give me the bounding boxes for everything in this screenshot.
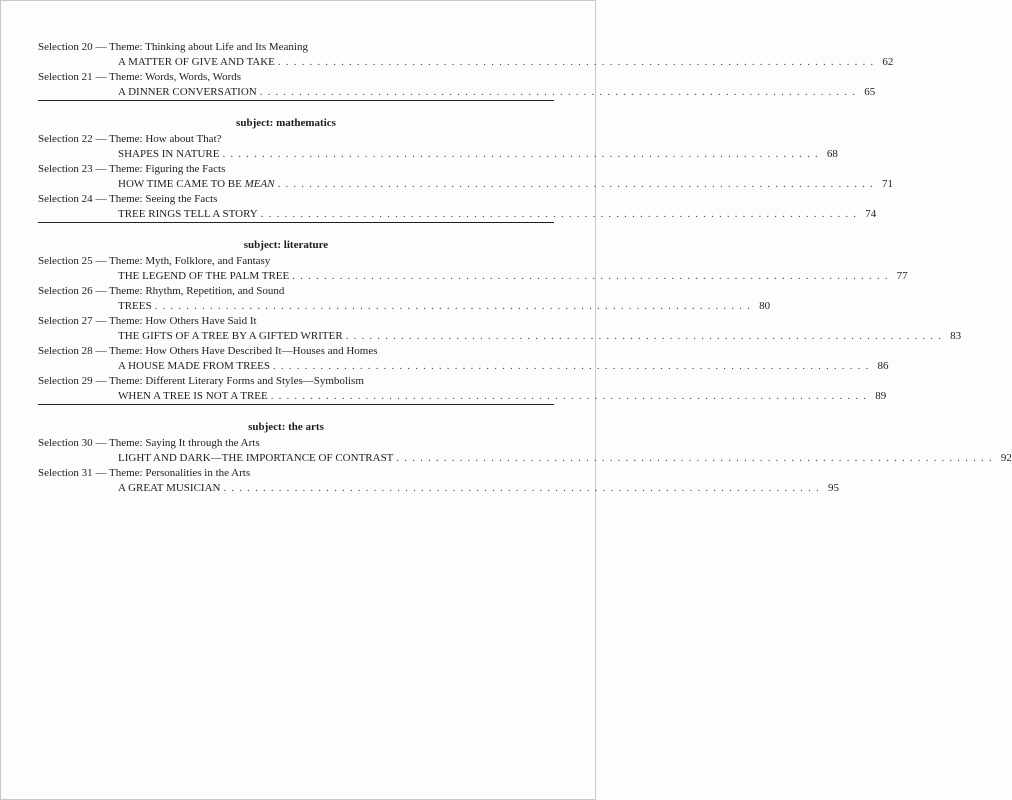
selection-title: TREES	[118, 300, 152, 312]
toc-entry	[38, 284, 771, 314]
page-number: 65	[864, 86, 876, 98]
theme-text: — Theme: Myth, Folklore, and Fantasy	[92, 255, 271, 267]
toc-entry	[38, 40, 894, 70]
dot-leader: . . . . . . . . . . . . . . . . . . . . . . . . . . . . . . . . . . . . . . . . . . . . . . . . . . . . . . . . . . . . . . . . . . . . . . . . . . . .	[260, 208, 858, 220]
theme-text: — Theme: How Others Have Described It—Houses and Homes	[92, 345, 378, 357]
title-line	[118, 207, 877, 222]
section-divider	[38, 222, 554, 223]
title-line	[118, 55, 894, 70]
selection-theme-line	[38, 284, 554, 299]
title-line	[118, 451, 1012, 466]
title-italic-word: MEAN	[244, 178, 275, 190]
selection-theme-line	[38, 132, 554, 147]
title-line	[118, 389, 887, 404]
title-line	[118, 85, 876, 100]
page-number: 74	[865, 208, 877, 220]
selection-title: WHEN A TREE IS NOT A TREE	[118, 390, 268, 402]
dot-leader: . . . . . . . . . . . . . . . . . . . . . . . . . . . . . . . . . . . . . . . . . . . . . . . . . . . . . . . . . . . . . . . . . . . . . . . . . . . .	[292, 270, 889, 282]
page-number: 86	[877, 360, 889, 372]
selection-title: SHAPES IN NATURE	[118, 148, 220, 160]
selection-number: Selection 25	[38, 255, 93, 267]
selection-number: Selection 20	[38, 41, 93, 53]
theme-text: — Theme: Words, Words, Words	[92, 71, 242, 83]
selection-number: Selection 23	[38, 163, 93, 175]
toc-entry	[38, 192, 877, 222]
page-number: 92	[1000, 452, 1012, 464]
dot-leader: . . . . . . . . . . . . . . . . . . . . . . . . . . . . . . . . . . . . . . . . . . . . . . . . . . . . . . . . . . . . . . . . . . . . . . . . . . . .	[277, 178, 875, 190]
subject-heading: subject: literature	[243, 239, 329, 251]
selection-theme-line	[38, 192, 554, 207]
selection-number: Selection 24	[38, 193, 93, 205]
selection-theme-line	[38, 254, 554, 269]
title-line	[118, 269, 908, 284]
title-line	[118, 329, 962, 344]
theme-text: — Theme: Figuring the Facts	[92, 163, 226, 175]
selection-number: Selection 21	[38, 71, 93, 83]
dot-leader: . . . . . . . . . . . . . . . . . . . . . . . . . . . . . . . . . . . . . . . . . . . . . . . . . . . . . . . . . . . . . . . . . . . . . . . . . . . .	[345, 330, 943, 342]
toc-entry	[38, 70, 876, 100]
selection-title: HOW TIME CAME TO BE MEAN	[118, 178, 275, 190]
theme-text: — Theme: Thinking about Life and Its Meaning	[92, 41, 308, 53]
title-line	[118, 147, 838, 162]
theme-text: — Theme: Rhythm, Repetition, and Sound	[92, 285, 285, 297]
selection-number: Selection 27	[38, 315, 93, 327]
page-number: 95	[827, 482, 839, 494]
selection-theme-line	[38, 40, 554, 55]
toc-entry	[38, 314, 962, 344]
toc-entry	[38, 132, 838, 162]
theme-text: — Theme: How about That?	[92, 133, 222, 145]
dot-leader: . . . . . . . . . . . . . . . . . . . . . . . . . . . . . . . . . . . . . . . . . . . . . . . . . . . . . . . . . . . . . . . . . . . . . . . . . . . .	[396, 452, 993, 464]
theme-text: — Theme: Seeing the Facts	[92, 193, 218, 205]
selection-number: Selection 28	[38, 345, 93, 357]
theme-text: — Theme: Personalities in the Arts	[92, 467, 251, 479]
selection-theme-line	[38, 344, 554, 359]
title-line	[118, 481, 839, 496]
selection-number: Selection 29	[38, 375, 93, 387]
dot-leader: . . . . . . . . . . . . . . . . . . . . . . . . . . . . . . . . . . . . . . . . . . . . . . . . . . . . . . . . . . . . . . . . . . . . . . . . . . . .	[270, 390, 868, 402]
selection-title: THE GIFTS OF A TREE BY A GIFTED WRITER	[118, 330, 343, 342]
page-number: 83	[950, 330, 962, 342]
title-line	[118, 359, 889, 374]
selection-theme-line	[38, 314, 554, 329]
selection-theme-line	[38, 436, 554, 451]
subject-heading: subject: mathematics	[236, 117, 336, 129]
dot-leader: . . . . . . . . . . . . . . . . . . . . . . . . . . . . . . . . . . . . . . . . . . . . . . . . . . . . . . . . . . . . . . . . . . . . . . . . . . . .	[223, 482, 820, 494]
toc-entry	[38, 436, 1012, 466]
selection-title: A HOUSE MADE FROM TREES	[118, 360, 270, 372]
toc-entry	[38, 254, 908, 284]
selection-theme-line	[38, 466, 554, 481]
theme-text: — Theme: Different Literary Forms and Styles—Symbolism	[92, 375, 364, 387]
selection-title: A DINNER CONVERSATION	[118, 86, 257, 98]
dot-leader: . . . . . . . . . . . . . . . . . . . . . . . . . . . . . . . . . . . . . . . . . . . . . . . . . . . . . . . . . . . . . . . . . . . . . . . . . . . .	[154, 300, 752, 312]
theme-text: — Theme: How Others Have Said It	[92, 315, 257, 327]
subject-heading: subject: the arts	[248, 421, 324, 433]
dot-leader: . . . . . . . . . . . . . . . . . . . . . . . . . . . . . . . . . . . . . . . . . . . . . . . . . . . . . . . . . . . . . . . . . . . . . . . . . . . .	[273, 360, 870, 372]
theme-text: — Theme: Saying It through the Arts	[92, 437, 260, 449]
selection-number: Selection 26	[38, 285, 93, 297]
dot-leader: . . . . . . . . . . . . . . . . . . . . . . . . . . . . . . . . . . . . . . . . . . . . . . . . . . . . . . . . . . . . . . . . . . . . . . . . . . . .	[259, 86, 857, 98]
selection-theme-line	[38, 70, 554, 85]
selection-number: Selection 22	[38, 133, 93, 145]
toc-entry	[38, 344, 889, 374]
page-number: 80	[759, 300, 771, 312]
selection-title: A GREAT MUSICIAN	[118, 482, 221, 494]
selection-title: LIGHT AND DARK—THE IMPORTANCE OF CONTRAST	[118, 452, 394, 464]
table-of-contents	[38, 40, 1012, 496]
title-line	[118, 177, 894, 192]
selection-title: A MATTER OF GIVE AND TAKE	[118, 56, 275, 68]
section-divider	[38, 100, 554, 101]
page-number: 62	[882, 56, 894, 68]
selection-title: TREE RINGS TELL A STORY	[118, 208, 258, 220]
toc-entry	[38, 466, 839, 496]
selection-theme-line	[38, 374, 554, 389]
section-divider	[38, 404, 554, 405]
page-number: 68	[826, 148, 838, 160]
title-line	[118, 299, 771, 314]
toc-entry	[38, 374, 887, 404]
selection-number: Selection 30	[38, 437, 93, 449]
page-number: 71	[882, 178, 894, 190]
dot-leader: . . . . . . . . . . . . . . . . . . . . . . . . . . . . . . . . . . . . . . . . . . . . . . . . . . . . . . . . . . . . . . . . . . . . . . . . . . . .	[277, 56, 875, 68]
selection-theme-line	[38, 162, 554, 177]
selection-title: THE LEGEND OF THE PALM TREE	[118, 270, 290, 282]
page-number: 89	[875, 390, 887, 402]
selection-number: Selection 31	[38, 467, 93, 479]
dot-leader: . . . . . . . . . . . . . . . . . . . . . . . . . . . . . . . . . . . . . . . . . . . . . . . . . . . . . . . . . . . . . . . . . . . . . . . . . . . .	[222, 148, 819, 160]
toc-entry	[38, 162, 894, 192]
page-number: 77	[896, 270, 908, 282]
